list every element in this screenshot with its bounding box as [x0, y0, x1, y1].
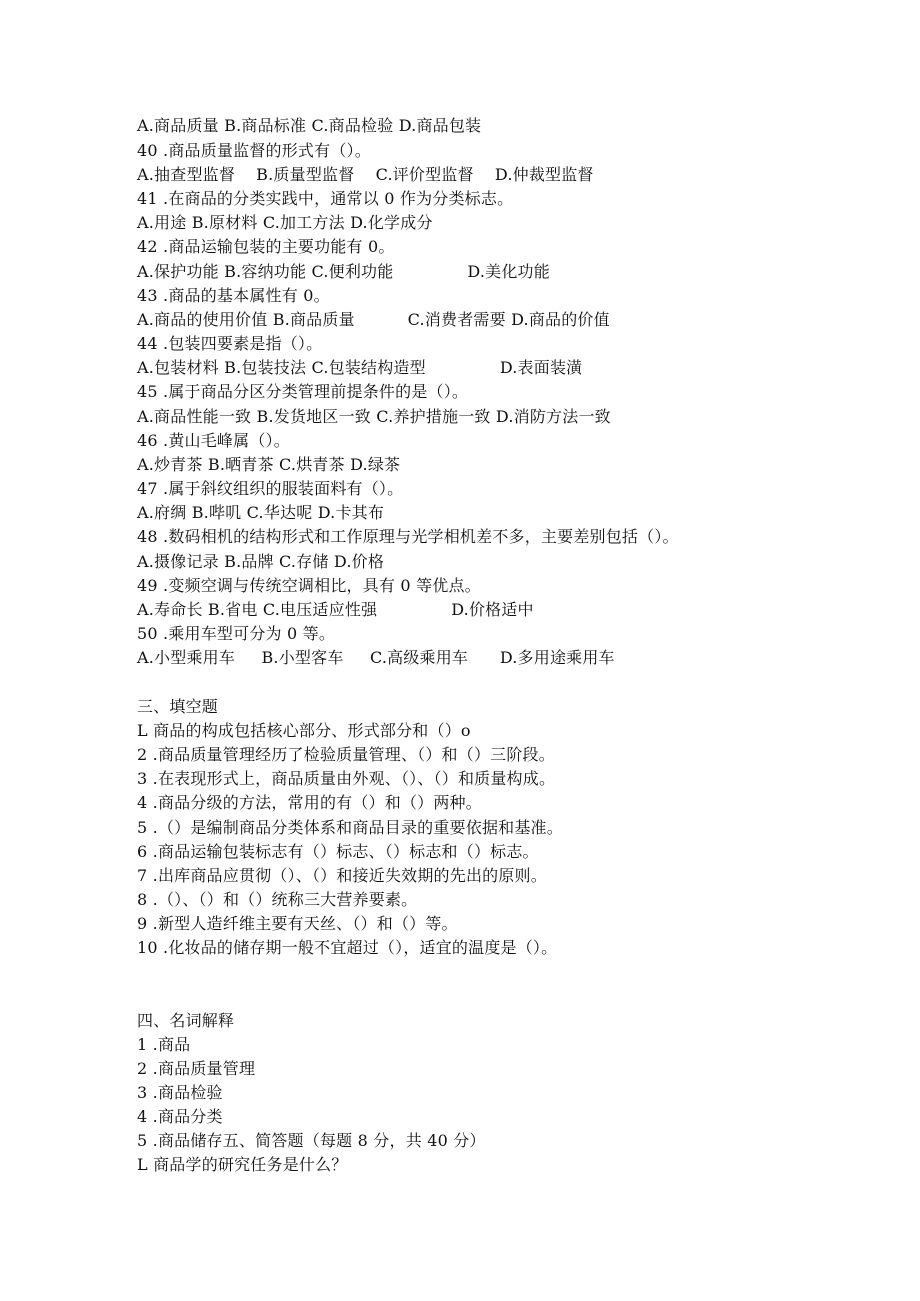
- answer-options-40: A.抽查型监督 B.质量型监督 C.评价型监督 D.仲裁型监督: [137, 165, 594, 184]
- question-40: 40 .商品质量监督的形式有（）。: [137, 141, 371, 160]
- fill-blank-item: 2 .商品质量管理经历了检验质量管理、（）和（）三阶段。: [137, 745, 555, 764]
- question-47: 47 .属于斜纹组织的服装面料有（）。: [137, 479, 404, 498]
- answer-options-45: A.商品性能一致 B.发货地区一致 C.养护措施一致 D.消防方法一致: [137, 407, 611, 426]
- fill-blank-item: 3 .在表现形式上，商品质量由外观、（）、（）和质量构成。: [137, 769, 556, 788]
- question-48: 48 .数码相机的结构形式和工作原理与光学相机差不多，主要差别包括（）。: [137, 527, 679, 546]
- answer-options-43: A.商品的使用价值 B.商品质量 C.消费者需要 D.商品的价值: [137, 310, 610, 329]
- answer-options-39: A.商品质量 B.商品标准 C.商品检验 D.商品包装: [137, 116, 482, 135]
- definition-item-and-short-answer-heading: 5 .商品储存五、简答题（每题 8 分，共 40 分）: [137, 1131, 486, 1150]
- question-44: 44 .包装四要素是指（）。: [137, 334, 323, 353]
- answer-options-46: A.炒青茶 B.晒青茶 C.烘青茶 D.绿茶: [137, 455, 401, 474]
- definition-item: 2 .商品质量管理: [137, 1059, 256, 1078]
- fill-blank-item: 8 .（）、（）和（）统称三大营养要素。: [137, 890, 418, 909]
- question-46: 46 .黄山毛峰属（）。: [137, 431, 290, 450]
- answer-options-41: A.用途 B.原材料 C.加工方法 D.化学成分: [137, 213, 433, 232]
- definition-item: 1 .商品: [137, 1035, 191, 1054]
- fill-blank-item: 9 .新型人造纤维主要有天丝、（）和（）等。: [137, 914, 458, 933]
- question-49: 49 .变频空调与传统空调相比，具有 0 等优点。: [137, 576, 481, 595]
- fill-blank-item: 10 .化妆品的储存期一般不宜超过（），适宜的温度是（）。: [137, 938, 558, 957]
- answer-options-42: A.保护功能 B.容纳功能 C.便利功能 D.美化功能: [137, 262, 550, 281]
- question-43: 43 .商品的基本属性有 0。: [137, 286, 330, 305]
- fill-blank-item: 4 .商品分级的方法，常用的有（）和（）两种。: [137, 793, 482, 812]
- question-41: 41 .在商品的分类实践中，通常以 0 作为分类标志。: [137, 189, 514, 208]
- question-42: 42 .商品运输包装的主要功能有 0。: [137, 237, 395, 256]
- section-heading-definitions: 四、名词解释: [137, 1011, 235, 1030]
- fill-blank-item: 7 .出库商品应贯彻（）、（）和接近失效期的先出的原则。: [137, 866, 547, 885]
- fill-blank-item: L 商品的构成包括核心部分、形式部分和（）o: [137, 721, 471, 740]
- answer-options-48: A.摄像记录 B.品牌 C.存储 D.价格: [137, 552, 385, 571]
- definition-item: 4 .商品分类: [137, 1107, 223, 1126]
- definition-item: 3 .商品检验: [137, 1083, 223, 1102]
- section-heading-fill-blank: 三、填空题: [137, 697, 219, 716]
- question-50: 50 .乘用车型可分为 0 等。: [137, 624, 336, 643]
- answer-options-47: A.府绸 B.哔叽 C.华达呢 D.卡其布: [137, 503, 385, 522]
- answer-options-50: A.小型乘用车 B.小型客车 C.高级乘用车 D.多用途乘用车: [137, 648, 615, 667]
- answer-options-49: A.寿命长 B.省电 C.电压适应性强 D.价格适中: [137, 600, 534, 619]
- question-45: 45 .属于商品分区分类管理前提条件的是（）。: [137, 382, 469, 401]
- fill-blank-item: 6 .商品运输包装标志有（）标志、（）标志和（）标志。: [137, 842, 539, 861]
- fill-blank-item: 5 .（）是编制商品分类体系和商品目录的重要依据和基准。: [137, 818, 563, 837]
- short-answer-item: L 商品学的研究任务是什么？: [137, 1155, 348, 1174]
- answer-options-44: A.包装材料 B.包装技法 C.包装结构造型 D.表面装潢: [137, 358, 583, 377]
